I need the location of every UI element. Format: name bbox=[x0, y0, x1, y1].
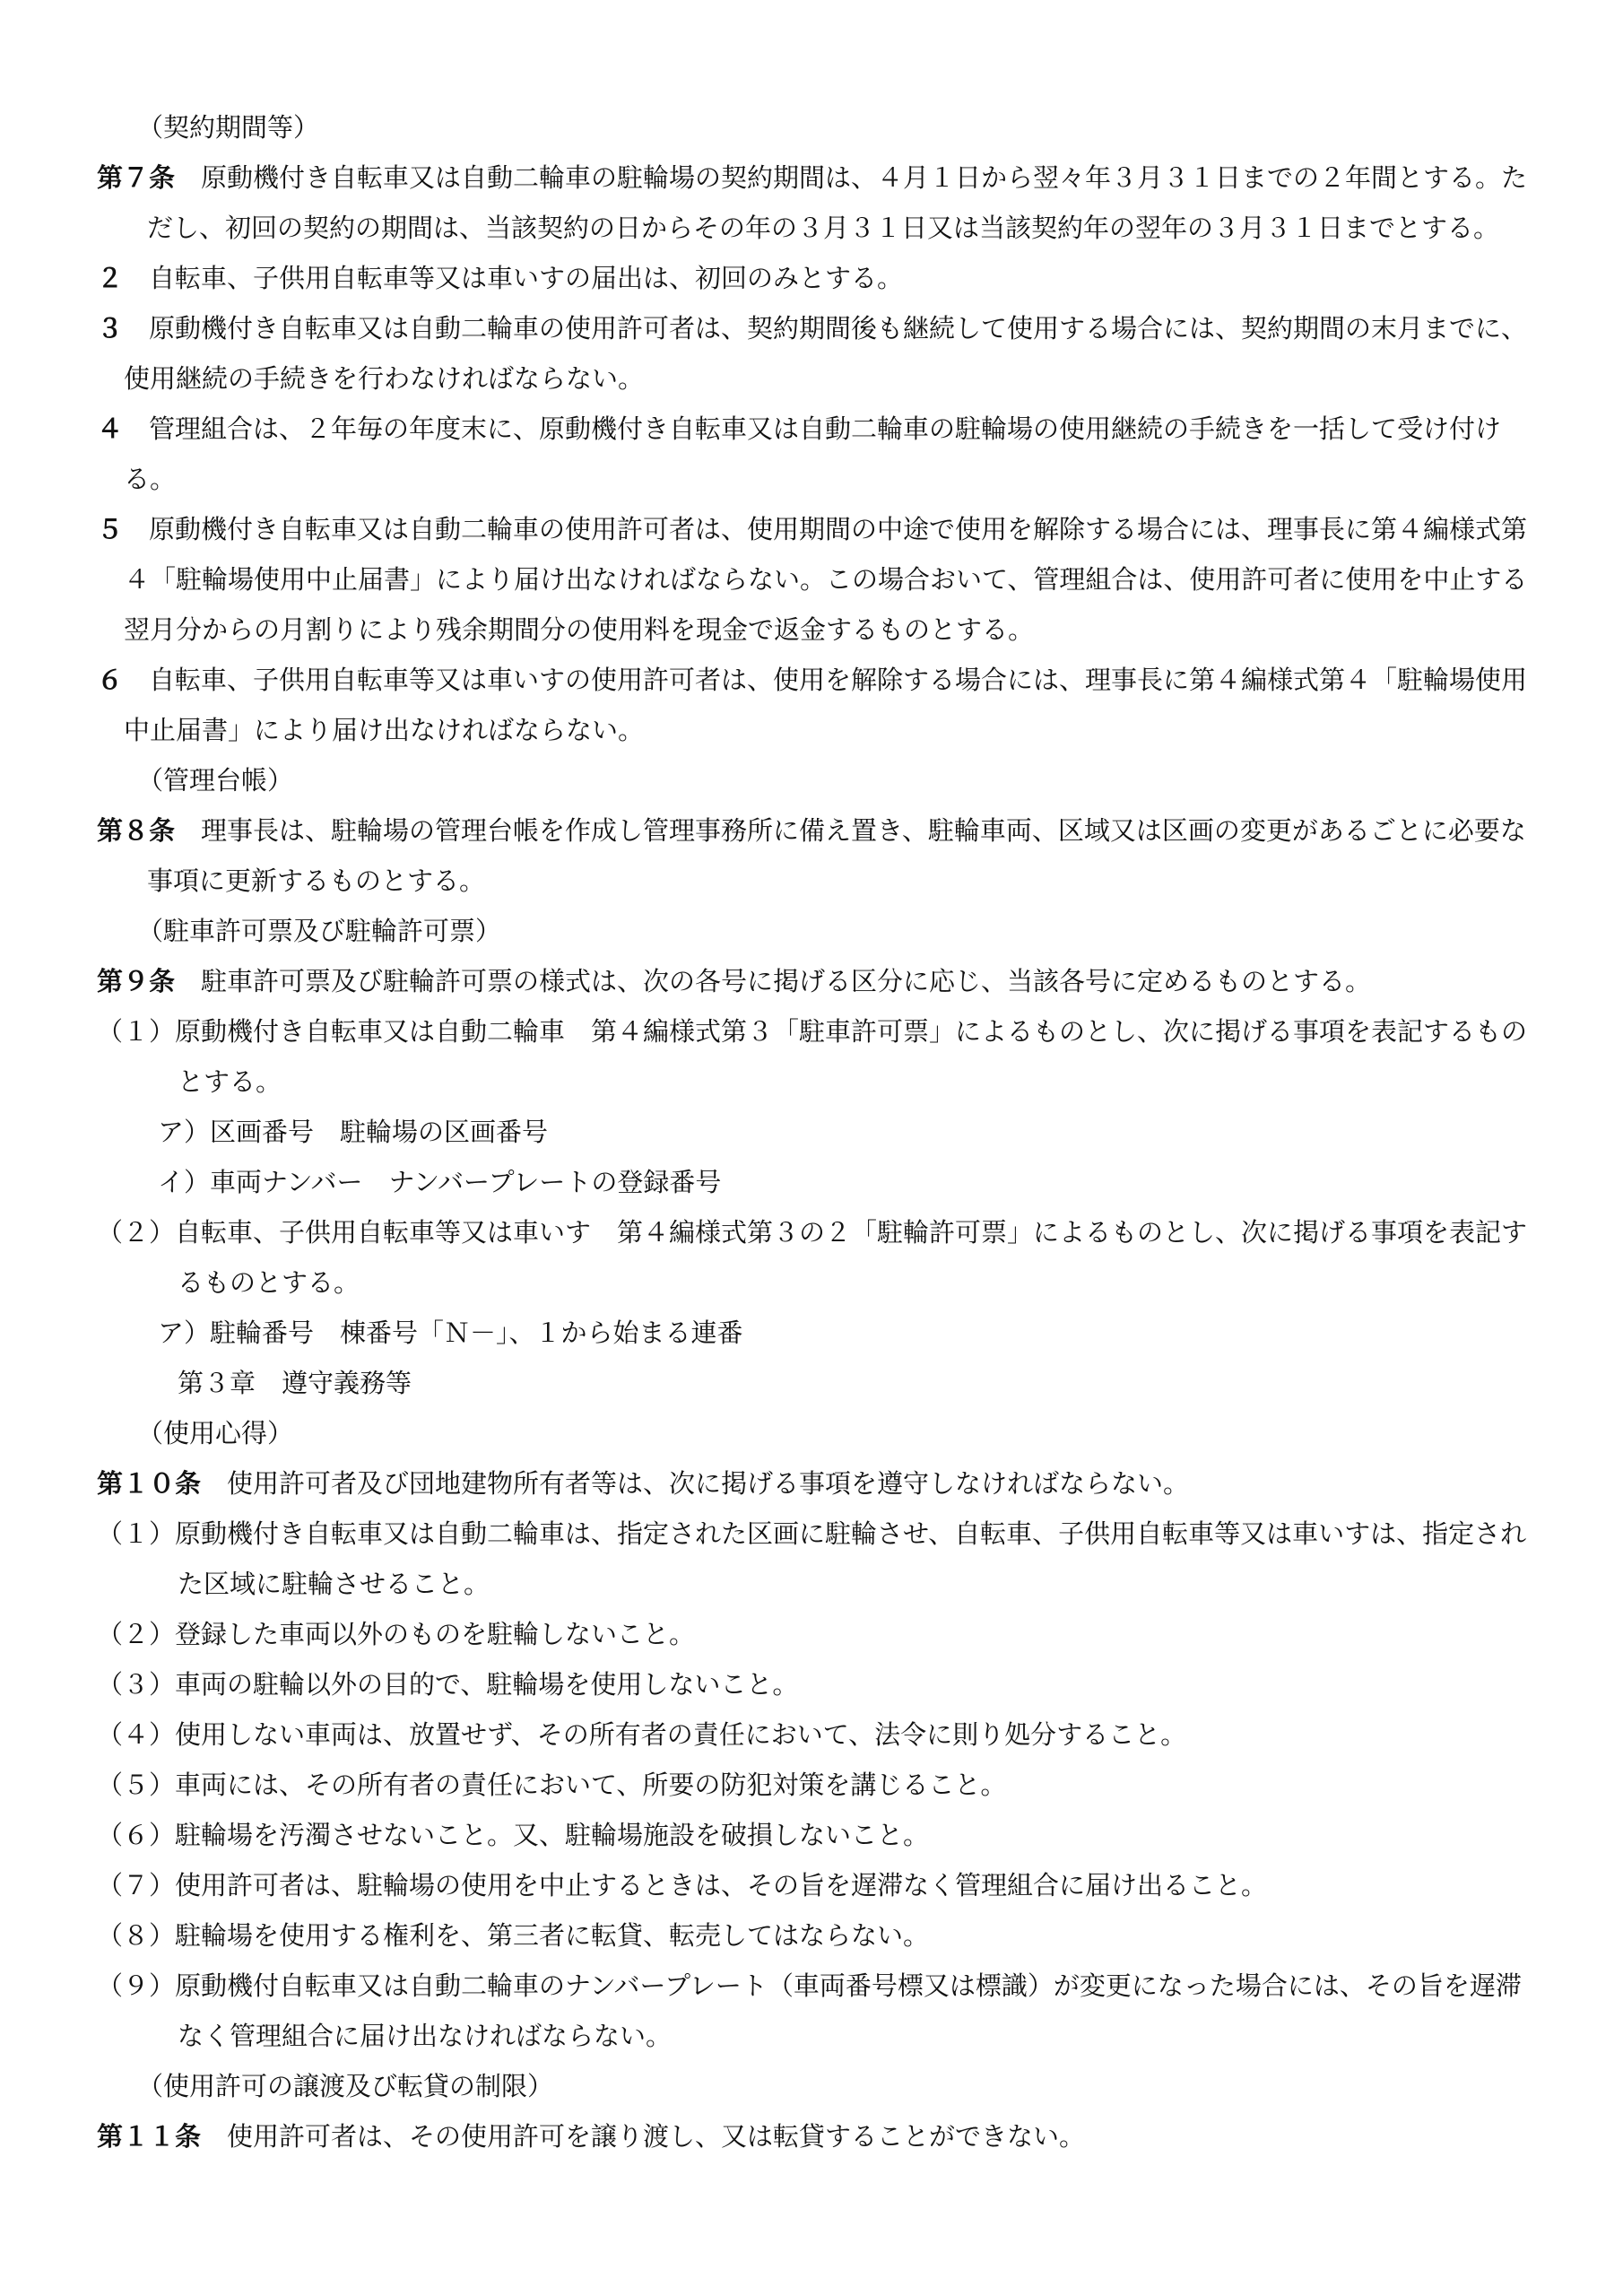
item-body: 原動機付き自転車又は自動二輪車は、指定された区画に駐輪させ、自転車、子供用自転車等又は車いすは、指定された区域に駐輪させること。 bbox=[175, 1518, 1527, 1599]
paragraph-number: ３ bbox=[97, 313, 124, 344]
item-number: （２） bbox=[97, 1619, 176, 1649]
article-10 bbox=[97, 1458, 1533, 1509]
article-number: 第８条 bbox=[97, 815, 176, 846]
item-10-5 bbox=[97, 1760, 1533, 1810]
item-number: （９） bbox=[97, 1970, 176, 2001]
item-body: 使用しない車両は、放置せず、その所有者の責任において、法令に則り処分すること。 bbox=[175, 1719, 1187, 1750]
item-number: （８） bbox=[97, 1920, 176, 1951]
article-body: 使用許可者及び団地建物所有者等は、次に掲げる事項を遵守しなければならない。 bbox=[201, 1468, 1190, 1499]
subitem-9-2-a: ア）駐輪番号 棟番号「Ｎ－」、１から始まる連番 bbox=[158, 1318, 743, 1348]
paragraph-number: ２ bbox=[97, 263, 124, 293]
item-10-4 bbox=[97, 1709, 1533, 1760]
article-number: 第９条 bbox=[97, 966, 176, 996]
caption-permit-tickets: （駐車許可票及び駐輪許可票） bbox=[137, 916, 502, 946]
item-body: 自転車、子供用自転車等又は車いす 第４編様式第３の２「駐輪許可票」によるものとし、次に掲げる事項を表記するものとする。 bbox=[175, 1217, 1528, 1298]
article-body: 理事長は、駐輪場の管理台帳を作成し管理事務所に備え置き、駐輪車両、区域又は区画の変更があるごとに必要な事項に更新するものとする。 bbox=[147, 815, 1526, 896]
paragraph-number: ６ bbox=[97, 665, 124, 695]
item-9-2 bbox=[97, 1207, 1533, 1308]
article-body: 駐車許可票及び駐輪許可票の様式は、次の各号に掲げる区分に応じ、当該各号に定めるものとする。 bbox=[175, 966, 1372, 996]
paragraph-body: 原動機付き自転車又は自動二輪車の使用許可者は、使用期間の中途で使用を解除する場合には、理事長に第４編様式第４「駐輪場使用中止届書」により届け出なければならない。この場合おいて、管理組合は、使用許可者に使用を中止する翌月分からの月割りにより残余期間分の使用料を現金で返金するものとする。 bbox=[123, 514, 1528, 645]
paragraph-body: 自転車、子供用自転車等又は車いすの届出は、初回のみとする。 bbox=[123, 263, 904, 293]
chapter-3-heading: 第３章 遵守義務等 bbox=[178, 1368, 412, 1398]
article-number: 第７条 bbox=[97, 162, 176, 193]
item-body: 原動機付自転車又は自動二輪車のナンバープレート（車両番号標又は標識）が変更になった場合には、その旨を遅滞なく管理組合に届け出なければならない。 bbox=[175, 1970, 1522, 2051]
item-number: （６） bbox=[97, 1820, 176, 1850]
paragraph-number: ４ bbox=[97, 413, 124, 444]
item-10-7 bbox=[97, 1860, 1533, 1910]
article-9 bbox=[97, 956, 1533, 1006]
item-10-8 bbox=[97, 1910, 1533, 1961]
subitem-9-1-i: イ）車両ナンバー ナンバープレートの登録番号 bbox=[158, 1167, 722, 1197]
caption-contract-period: （契約期間等） bbox=[137, 112, 320, 143]
paragraph-body: 原動機付き自転車又は自動二輪車の使用許可者は、契約期間後も継続して使用する場合には、契約期間の末月までに、使用継続の手続きを行わなければならない。 bbox=[123, 313, 1528, 394]
item-9-1 bbox=[97, 1006, 1533, 1107]
item-10-6 bbox=[97, 1810, 1533, 1860]
paragraph-7-6 bbox=[97, 655, 1533, 755]
item-body: 駐輪場を汚濁させないこと。又、駐輪場施設を破損しないこと。 bbox=[175, 1820, 930, 1850]
article-11 bbox=[97, 2111, 1533, 2161]
item-number: （２） bbox=[97, 1217, 176, 1248]
caption-transfer-restriction: （使用許可の譲渡及び転貸の制限） bbox=[137, 2071, 554, 2101]
item-10-1 bbox=[97, 1509, 1533, 1609]
item-10-2 bbox=[97, 1609, 1533, 1659]
article-number: 第１１条 bbox=[97, 2121, 202, 2152]
item-10-9 bbox=[97, 1961, 1533, 2061]
item-number: （３） bbox=[97, 1669, 176, 1700]
paragraph-7-5 bbox=[97, 504, 1533, 655]
article-7 bbox=[97, 152, 1533, 253]
item-number: （５） bbox=[97, 1770, 176, 1800]
item-body: 駐輪場を使用する権利を、第三者に転貸、転売してはならない。 bbox=[175, 1920, 930, 1951]
item-number: （７） bbox=[97, 1870, 176, 1900]
item-body: 車両には、その所有者の責任において、所要の防犯対策を講じること。 bbox=[175, 1770, 1007, 1800]
item-number: （１） bbox=[97, 1016, 176, 1047]
caption-management-ledger: （管理台帳） bbox=[137, 765, 294, 796]
paragraph-body: 管理組合は、２年毎の年度末に、原動機付き自転車又は自動二輪車の駐輪場の使用継続の手続きを一括して受け付ける。 bbox=[123, 413, 1502, 494]
item-body: 使用許可者は、駐輪場の使用を中止するときは、その旨を遅滞なく管理組合に届け出ること。 bbox=[175, 1870, 1268, 1900]
article-number: 第１０条 bbox=[97, 1468, 202, 1499]
paragraph-body: 自転車、子供用自転車等又は車いすの使用許可者は、使用を解除する場合には、理事長に第４編様式第４「駐輪場使用中止届書」により届け出なければならない。 bbox=[123, 665, 1528, 745]
caption-usage-rules: （使用心得） bbox=[137, 1418, 294, 1448]
item-10-3 bbox=[97, 1659, 1533, 1709]
subitem-9-1-a: ア）区画番号 駐輪場の区画番号 bbox=[158, 1117, 549, 1147]
item-body: 登録した車両以外のものを駐輪しないこと。 bbox=[175, 1619, 696, 1649]
paragraph-number: ５ bbox=[97, 514, 124, 544]
paragraph-7-3 bbox=[97, 303, 1533, 404]
paragraph-7-2 bbox=[97, 253, 1533, 303]
article-body: 使用許可者は、その使用許可を譲り渡し、又は転貸することができない。 bbox=[201, 2121, 1086, 2152]
item-body: 原動機付き自転車又は自動二輪車 第４編様式第３「駐車許可票」によるものとし、次に掲げる事項を表記するものとする。 bbox=[175, 1016, 1528, 1097]
item-body: 車両の駐輪以外の目的で、駐輪場を使用しないこと。 bbox=[175, 1669, 799, 1700]
article-8 bbox=[97, 805, 1533, 906]
paragraph-7-4 bbox=[97, 404, 1533, 504]
article-body: 原動機付き自転車又は自動二輪車の駐輪場の契約期間は、４月１日から翌々年３月３１日までの２年間とする。ただし、初回の契約の期間は、当該契約の日からその年の３月３１日又は当該契約年の翌年の３月３１日までとする。 bbox=[147, 162, 1528, 243]
item-number: （４） bbox=[97, 1719, 176, 1750]
item-number: （１） bbox=[97, 1518, 176, 1549]
